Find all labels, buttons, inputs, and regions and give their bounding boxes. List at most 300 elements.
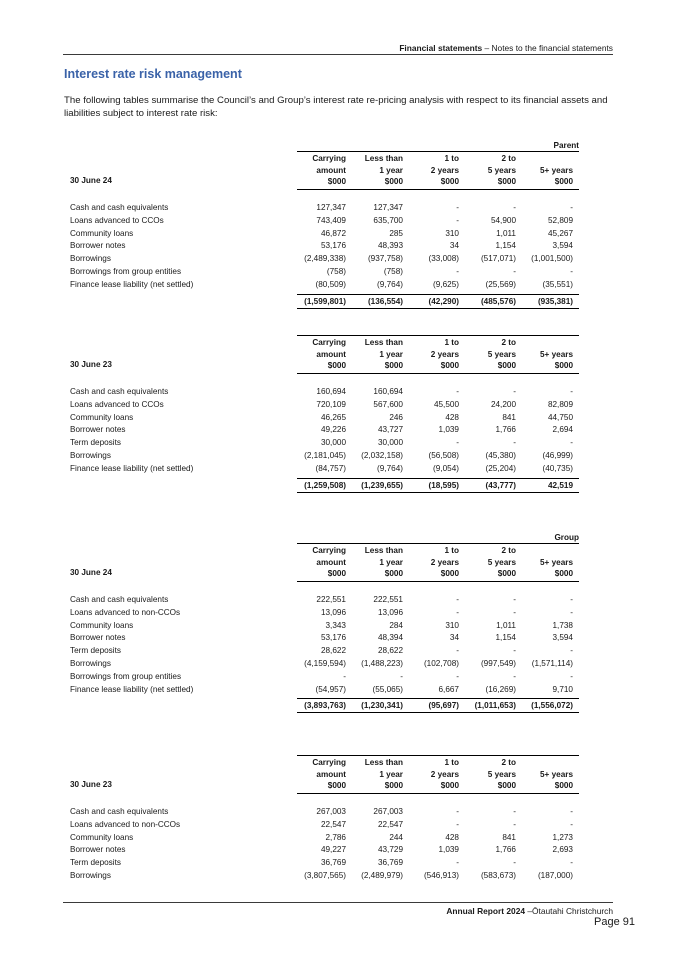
column-header-line — [540, 337, 573, 349]
cell-value: 160,694 — [373, 387, 403, 396]
column-header-line: 2 to — [501, 154, 516, 163]
table-row — [70, 229, 579, 242]
column-header-line: 1 to — [444, 154, 459, 163]
cell-value: 160,694 — [316, 387, 346, 396]
column-header — [365, 757, 403, 792]
table-header — [70, 337, 579, 377]
header-rule — [297, 373, 579, 374]
row-label: Borrowings — [70, 450, 111, 460]
total-value: (485,576) — [480, 296, 516, 306]
row-label: Cash and cash equivalents — [70, 807, 169, 816]
cell-value: 222,551 — [316, 595, 346, 604]
column-header-line: $000 — [497, 781, 516, 790]
cell-value: (1,488,223) — [361, 658, 403, 668]
table-row — [70, 216, 579, 229]
cell-value: (80,509) — [315, 279, 346, 289]
table-top-rule — [297, 543, 579, 544]
total-value: (136,554) — [367, 296, 403, 306]
table-total-row — [297, 478, 579, 493]
total-value: 42,519 — [547, 480, 573, 490]
column-header-line: $000 — [497, 361, 516, 370]
row-label: Loans advanced to CCOs — [70, 215, 164, 225]
column-header-line: 1 year — [379, 165, 403, 175]
cell-value: 743,409 — [316, 215, 346, 225]
column-header-line: Less than — [364, 338, 403, 347]
total-value: (95,697) — [428, 701, 459, 711]
cell-value: 54,900 — [490, 215, 516, 225]
column-header-line: 1 year — [379, 349, 403, 359]
cell-value: 34 — [449, 633, 459, 643]
total-value: (3,893,763) — [304, 701, 346, 711]
running-header — [63, 43, 613, 53]
cell-value: (583,673) — [480, 870, 516, 880]
table-top-rule — [297, 755, 579, 756]
table-body — [70, 203, 579, 293]
page-title: Interest rate risk management — [64, 67, 242, 81]
column-header-line: $000 — [497, 177, 516, 186]
table-row — [70, 807, 579, 820]
running-footer — [63, 906, 613, 916]
cell-value: 310 — [445, 228, 459, 238]
table-row — [70, 659, 579, 672]
table-row — [70, 203, 579, 216]
row-label: Community loans — [70, 412, 134, 422]
cell-value: 28,622 — [320, 646, 346, 656]
column-header — [312, 153, 346, 188]
cell-value: 3,343 — [325, 620, 346, 630]
column-header — [488, 337, 516, 372]
header-divider — [63, 54, 613, 55]
row-label: Borrower notes — [70, 425, 126, 435]
table-row — [70, 425, 579, 438]
column-header-line: $000 — [440, 781, 459, 790]
table-row — [70, 254, 579, 267]
cell-value: (517,071) — [480, 254, 516, 264]
cell-value: (4,159,594) — [304, 658, 346, 668]
cell-value: (937,758) — [367, 254, 403, 264]
column-header — [540, 545, 573, 580]
cell-value: 1,011 — [496, 620, 516, 630]
cell-value: - — [456, 607, 459, 617]
column-header — [540, 153, 573, 188]
cell-value: 1,766 — [495, 425, 516, 435]
cell-value: 48,394 — [377, 633, 403, 643]
header-section: Financial statements — [399, 43, 483, 53]
column-header-line: 5 years — [487, 349, 516, 359]
cell-value: 1,738 — [552, 620, 573, 630]
row-label: Community loans — [70, 620, 134, 630]
footer-city: –Ōtautahi Christchurch — [525, 906, 613, 916]
cell-value: - — [513, 387, 516, 396]
total-value: (1,599,801) — [304, 296, 346, 306]
row-label: Cash and cash equivalents — [70, 595, 169, 604]
column-header-line: $000 — [554, 781, 573, 790]
table-row — [70, 858, 579, 871]
cell-value: 45,500 — [433, 399, 459, 409]
table-row — [70, 845, 579, 858]
cell-value: 46,265 — [320, 412, 346, 422]
cell-value: (2,181,045) — [304, 450, 346, 460]
column-header-line: $000 — [384, 781, 403, 790]
column-header-line: 5+ years — [539, 769, 573, 779]
table-row — [70, 621, 579, 634]
cell-value: 43,727 — [377, 425, 403, 435]
cell-value: - — [456, 807, 459, 816]
row-label: Borrower notes — [70, 845, 126, 855]
column-header — [540, 337, 573, 372]
cell-value: 2,786 — [325, 832, 346, 842]
cell-value: 53,176 — [320, 241, 346, 251]
row-label: Cash and cash equivalents — [70, 203, 169, 212]
table-total-row — [297, 698, 579, 713]
table-header — [70, 757, 579, 797]
table-row — [70, 451, 579, 464]
cell-value: 3,594 — [552, 633, 573, 643]
row-label: Borrowings from group entities — [70, 266, 182, 276]
header-rule — [297, 793, 579, 794]
column-header-line: $000 — [384, 177, 403, 186]
table-date: 30 June 24 — [70, 568, 112, 577]
cell-value: (187,000) — [537, 870, 573, 880]
cell-value: 567,600 — [373, 399, 403, 409]
cell-value: 45,267 — [547, 228, 573, 238]
column-header-line: amount — [316, 165, 346, 175]
cell-value: - — [456, 387, 459, 396]
cell-value: (25,569) — [485, 279, 516, 289]
row-label: Term deposits — [70, 646, 121, 656]
cell-value: - — [570, 203, 573, 212]
column-header-line: 2 to — [501, 758, 516, 767]
cell-value: 246 — [389, 412, 403, 422]
cell-value: (56,508) — [428, 450, 459, 460]
column-header-line — [540, 545, 573, 557]
row-label: Community loans — [70, 832, 134, 842]
table-row — [70, 241, 579, 254]
cell-value: - — [456, 595, 459, 604]
column-header-line: $000 — [554, 177, 573, 186]
table-top-rule — [297, 335, 579, 336]
cell-value: - — [513, 266, 516, 276]
table-header — [70, 153, 579, 193]
cell-value: - — [570, 266, 573, 276]
column-header-line: 5+ years — [539, 349, 573, 359]
column-header-line: Less than — [364, 546, 403, 555]
cell-value: - — [456, 215, 459, 225]
cell-value: 1,039 — [438, 425, 459, 435]
cell-value: - — [456, 203, 459, 212]
cell-value: - — [400, 671, 403, 681]
column-header-line: 5 years — [487, 165, 516, 175]
cell-value: 44,750 — [547, 412, 573, 422]
cell-value: 222,551 — [373, 595, 403, 604]
cell-value: 841 — [502, 832, 516, 842]
cell-value: 267,003 — [316, 807, 346, 816]
cell-value: 6,667 — [438, 684, 459, 694]
table-section-label: Parent — [553, 141, 579, 150]
intro-paragraph: The following tables summarise the Council’s and Group’s interest rate re-pricing analysis with respect to its financial assets and liabilities subject to interest rate risk: — [64, 95, 608, 119]
cell-value: - — [513, 671, 516, 681]
cell-value: (758) — [326, 266, 346, 276]
cell-value: 841 — [502, 412, 516, 422]
cell-value: 36,769 — [377, 858, 403, 868]
column-header-line: Carrying — [312, 546, 346, 555]
column-header — [312, 337, 346, 372]
row-label: Loans advanced to non-CCOs — [70, 607, 181, 617]
cell-value: - — [570, 387, 573, 396]
cell-value: - — [513, 203, 516, 212]
cell-value: - — [570, 671, 573, 681]
total-value: (1,011,653) — [474, 701, 516, 711]
cell-value: - — [513, 807, 516, 816]
column-header — [488, 153, 516, 188]
cell-value: 1,154 — [495, 633, 516, 643]
cell-value: (2,489,979) — [361, 870, 403, 880]
column-header — [431, 757, 459, 792]
cell-value: - — [570, 607, 573, 617]
cell-value: (35,551) — [542, 279, 573, 289]
column-header — [431, 337, 459, 372]
column-header-line: 1 year — [379, 769, 403, 779]
cell-value: (9,625) — [433, 279, 459, 289]
row-label: Borrowings from group entities — [70, 671, 182, 681]
row-label: Finance lease liability (net settled) — [70, 684, 194, 694]
cell-value: 3,594 — [552, 241, 573, 251]
cell-value: - — [570, 858, 573, 868]
table-row — [70, 685, 579, 698]
table-body — [70, 387, 579, 477]
cell-value: 1,039 — [438, 845, 459, 855]
column-header-line: 2 to — [501, 546, 516, 555]
table-row — [70, 633, 579, 646]
table-header — [70, 545, 579, 585]
cell-value: - — [456, 819, 459, 829]
footer-report-name: Annual Report 2024 — [446, 906, 526, 916]
cell-value: 127,347 — [373, 203, 403, 212]
column-header — [431, 545, 459, 580]
cell-value: - — [570, 646, 573, 656]
cell-value: - — [513, 438, 516, 448]
column-header-line: 1 year — [379, 557, 403, 567]
row-label: Term deposits — [70, 438, 121, 448]
total-value: (1,230,341) — [361, 701, 403, 711]
column-header — [488, 757, 516, 792]
row-label: Borrower notes — [70, 633, 126, 643]
cell-value: 24,200 — [490, 399, 516, 409]
cell-value: 9,710 — [552, 684, 573, 694]
column-header — [365, 545, 403, 580]
column-header-line: $000 — [327, 361, 346, 370]
cell-value: - — [570, 438, 573, 448]
header-rule — [297, 581, 579, 582]
row-label: Term deposits — [70, 858, 121, 868]
table-row — [70, 280, 579, 293]
row-label: Cash and cash equivalents — [70, 387, 169, 396]
cell-value: - — [570, 819, 573, 829]
table-date: 30 June 23 — [70, 780, 112, 789]
row-label: Borrowings — [70, 870, 111, 880]
cell-value: 34 — [449, 241, 459, 251]
cell-value: (997,549) — [480, 658, 516, 668]
cell-value: 310 — [445, 620, 459, 630]
table-row — [70, 438, 579, 451]
column-header — [365, 153, 403, 188]
cell-value: - — [513, 819, 516, 829]
column-header-line: 1 to — [444, 338, 459, 347]
cell-value: 2,693 — [552, 845, 573, 855]
footer-divider — [63, 902, 613, 903]
column-header-line: Carrying — [312, 154, 346, 163]
column-header-line: $000 — [440, 177, 459, 186]
cell-value: 1,273 — [552, 832, 573, 842]
column-header-line: Less than — [364, 154, 403, 163]
cell-value: 82,809 — [547, 399, 573, 409]
cell-value: (33,008) — [428, 254, 459, 264]
cell-value: 30,000 — [320, 438, 346, 448]
cell-value: 30,000 — [377, 438, 403, 448]
header-subsection: – Notes to the financial statements — [482, 43, 613, 53]
cell-value: 284 — [389, 620, 403, 630]
cell-value: 52,809 — [547, 215, 573, 225]
cell-value: 48,393 — [377, 241, 403, 251]
cell-value: 36,769 — [320, 858, 346, 868]
cell-value: (1,001,500) — [531, 254, 573, 264]
cell-value: 13,096 — [320, 607, 346, 617]
cell-value: 22,547 — [377, 819, 403, 829]
column-header-line: $000 — [497, 569, 516, 578]
table-row — [70, 672, 579, 685]
table-date: 30 June 23 — [70, 360, 112, 369]
cell-value: 46,872 — [320, 228, 346, 238]
table-top-rule — [297, 151, 579, 152]
header-rule — [297, 189, 579, 190]
row-label: Finance lease liability (net settled) — [70, 463, 194, 473]
cell-value: - — [513, 607, 516, 617]
table-row — [70, 608, 579, 621]
column-header — [312, 545, 346, 580]
cell-value: (3,807,565) — [304, 870, 346, 880]
cell-value: - — [456, 671, 459, 681]
cell-value: (45,380) — [485, 450, 516, 460]
table-body — [70, 595, 579, 697]
table-row — [70, 646, 579, 659]
column-header-line: amount — [316, 349, 346, 359]
total-value: (18,595) — [428, 480, 459, 490]
cell-value: 49,226 — [320, 425, 346, 435]
column-header-line: 1 to — [444, 546, 459, 555]
row-label: Borrowings — [70, 254, 111, 264]
table-row — [70, 267, 579, 280]
row-label: Finance lease liability (net settled) — [70, 279, 194, 289]
column-header-line: $000 — [440, 569, 459, 578]
column-header — [540, 757, 573, 792]
total-value: (43,777) — [485, 480, 516, 490]
table-total-row — [297, 294, 579, 309]
cell-value: 13,096 — [377, 607, 403, 617]
cell-value: 428 — [445, 832, 459, 842]
row-label: Loans advanced to non-CCOs — [70, 819, 181, 829]
column-header-line: $000 — [440, 361, 459, 370]
column-header-line: 2 years — [430, 349, 459, 359]
cell-value: (16,269) — [485, 684, 516, 694]
table-row — [70, 387, 579, 400]
row-label: Borrower notes — [70, 241, 126, 251]
cell-value: 1,766 — [495, 845, 516, 855]
page-number: Page 91 — [594, 916, 635, 928]
cell-value: - — [513, 858, 516, 868]
cell-value: 53,176 — [320, 633, 346, 643]
cell-value: - — [456, 646, 459, 656]
cell-value: - — [570, 807, 573, 816]
column-header-line: $000 — [384, 569, 403, 578]
table-section-label: Group — [554, 533, 579, 542]
cell-value: - — [513, 646, 516, 656]
total-value: (1,556,072) — [531, 701, 573, 711]
cell-value: (2,489,338) — [304, 254, 346, 264]
column-header-line: Carrying — [312, 338, 346, 347]
cell-value: (1,571,114) — [531, 658, 573, 668]
cell-value: 267,003 — [373, 807, 403, 816]
cell-value: 285 — [389, 228, 403, 238]
cell-value: (2,032,158) — [361, 450, 403, 460]
row-label: Borrowings — [70, 658, 111, 668]
column-header-line — [540, 153, 573, 165]
column-header — [365, 337, 403, 372]
cell-value: (46,999) — [542, 450, 573, 460]
table-date: 30 June 24 — [70, 176, 112, 185]
table-body — [70, 807, 579, 884]
column-header-line: Carrying — [312, 758, 346, 767]
table-row — [70, 871, 579, 884]
column-header-line: 5+ years — [539, 557, 573, 567]
column-header-line: 2 years — [430, 769, 459, 779]
cell-value: (9,764) — [377, 463, 403, 473]
column-header — [312, 757, 346, 792]
cell-value: (546,913) — [423, 870, 459, 880]
cell-value: 49,227 — [320, 845, 346, 855]
table-row — [70, 400, 579, 413]
cell-value: - — [456, 266, 459, 276]
column-header-line: Less than — [364, 758, 403, 767]
column-header-line: $000 — [554, 569, 573, 578]
column-header-line: 5 years — [487, 557, 516, 567]
column-header-line: $000 — [554, 361, 573, 370]
column-header-line — [540, 757, 573, 769]
cell-value: (40,735) — [542, 463, 573, 473]
cell-value: 428 — [445, 412, 459, 422]
column-header-line: $000 — [327, 569, 346, 578]
row-label: Loans advanced to CCOs — [70, 399, 164, 409]
cell-value: (55,065) — [372, 684, 403, 694]
cell-value: 2,694 — [552, 425, 573, 435]
column-header-line: $000 — [327, 177, 346, 186]
column-header — [431, 153, 459, 188]
column-header-line: $000 — [327, 781, 346, 790]
cell-value: 127,347 — [316, 203, 346, 212]
row-label: Community loans — [70, 228, 134, 238]
cell-value: 635,700 — [373, 215, 403, 225]
cell-value: - — [570, 595, 573, 604]
total-value: (1,259,508) — [304, 480, 346, 490]
cell-value: 22,547 — [320, 819, 346, 829]
cell-value: - — [456, 858, 459, 868]
cell-value: (84,757) — [315, 463, 346, 473]
cell-value: 244 — [389, 832, 403, 842]
cell-value: (54,957) — [315, 684, 346, 694]
table-row — [70, 413, 579, 426]
column-header-line: 5+ years — [539, 165, 573, 175]
cell-value: (25,204) — [485, 463, 516, 473]
column-header — [488, 545, 516, 580]
